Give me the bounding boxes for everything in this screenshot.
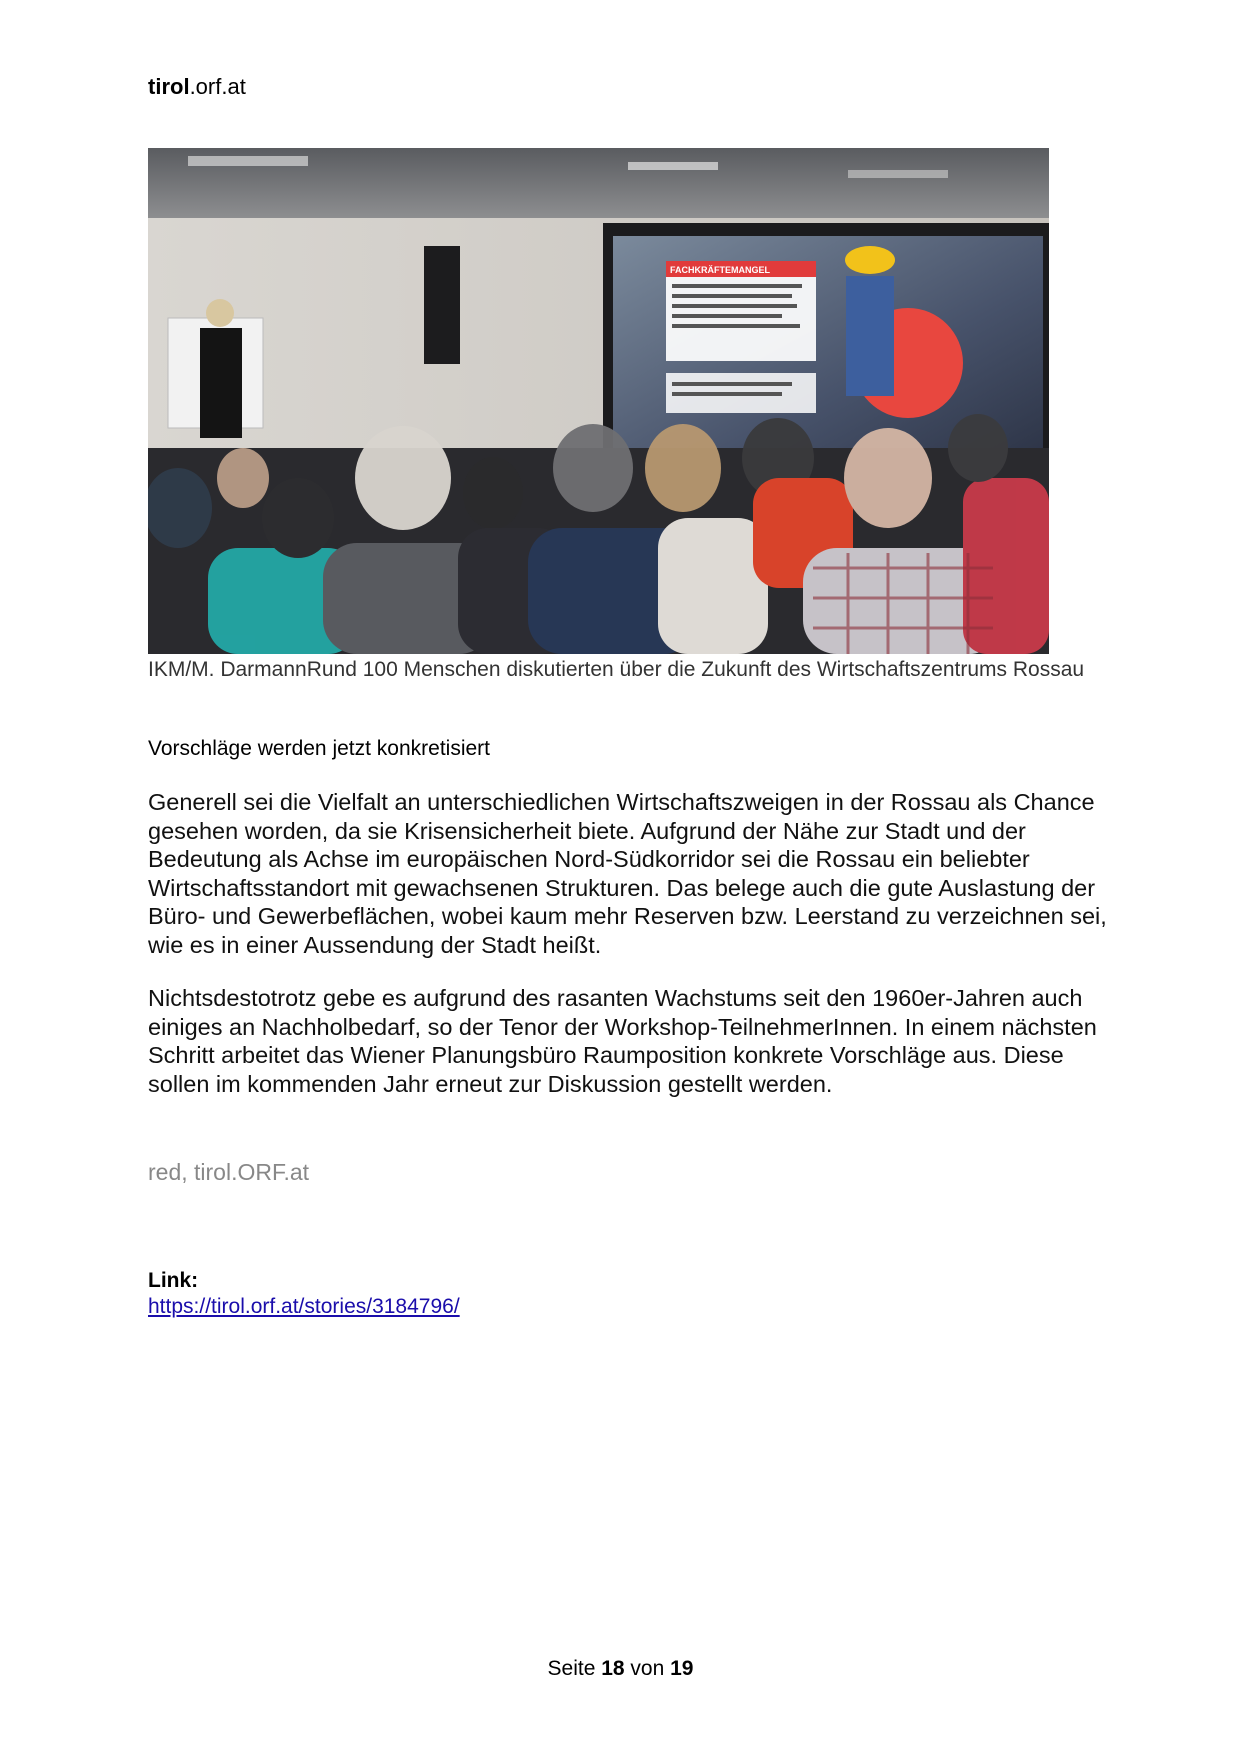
section-subheading: Vorschläge werden jetzt konkretisiert	[148, 737, 490, 760]
article-photo	[148, 148, 1049, 654]
photo-caption: IKM/M. DarmannRund 100 Menschen diskutierten über die Zukunft des Wirtschaftszentrums Rossau	[148, 658, 1085, 681]
article-link[interactable]: https://tirol.orf.at/stories/3184796/	[148, 1295, 460, 1318]
footer-middle: von	[624, 1657, 671, 1680]
site-header	[148, 74, 246, 100]
author-credit: red, tirol.ORF.at	[148, 1159, 310, 1185]
footer-prefix: Seite	[547, 1657, 602, 1680]
slide-heading: FACHKRÄFTEMANGEL	[670, 265, 770, 275]
page-footer	[0, 1656, 1241, 1682]
site-name-rest: .orf.at	[189, 74, 246, 99]
site-name-bold: tirol	[148, 74, 190, 99]
current-page-number: 18	[601, 1657, 625, 1680]
total-page-count: 19	[670, 1657, 694, 1680]
link-label: Link:	[148, 1269, 199, 1292]
article-paragraph-1: Generell sei die Vielfalt an unterschiedlichen Wirtschaftszweigen in der Rossau als Chance gesehen worden, da sie Krisensicherheit biete. Aufgrund der Nähe zur Stadt und der Bedeutung als Achse im europäischen Nord-Südkorridor sei die Rossau ein beliebter Wirtschaftsstandort mit gewachsenen Strukturen. Das belege auch die gute Auslastung der Büro- und Gewerbeflächen, wobei kaum mehr Reserven bzw. Leerstand zu verzeichnen sei, wie es in einer Aussendung der Stadt heißt.	[148, 789, 1107, 958]
article-paragraph-2: Nichtsdestotrotz gebe es aufgrund des rasanten Wachstums seit den 1960er-Jahren auch einiges an Nachholbedarf, so der Tenor der Workshop-TeilnehmerInnen. In einem nächsten Schritt arbeitet das Wiener Planungsbüro Raumposition konkrete Vorschläge aus. Diese sollen im kommenden Jahr erneut zur Diskussion gestellt werden.	[148, 985, 1097, 1097]
